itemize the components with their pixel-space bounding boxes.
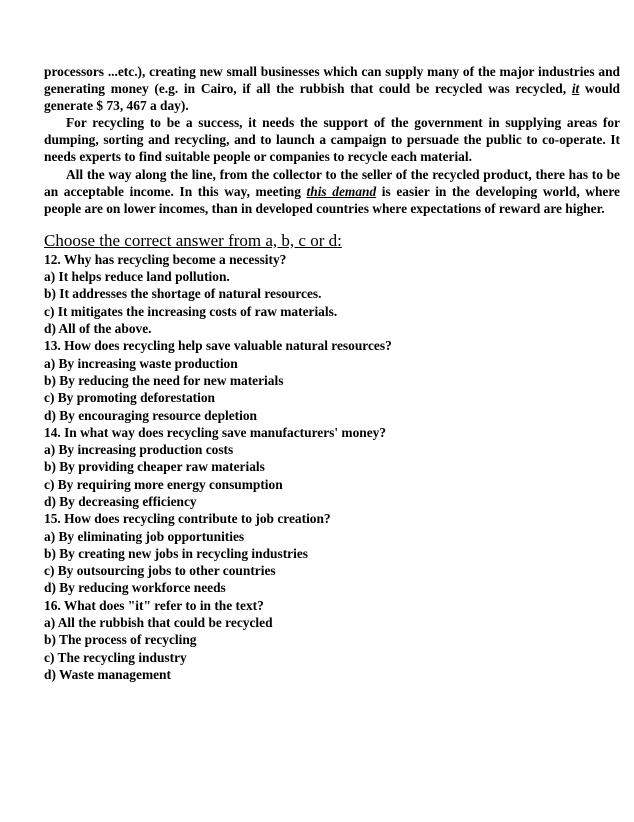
question-text: 16. What does "it" refer to in the text? xyxy=(44,597,264,613)
question-text: 12. Why has recycling become a necessity? xyxy=(44,251,287,267)
passage-p3-end: is easier in the developing world, where people are on lower incomes, than in developed countries where expectations of reward are higher. xyxy=(44,183,620,216)
answer-option: a) By increasing waste production xyxy=(44,355,238,371)
passage-p3-start: All the way along the line, from the collector to the seller of the recycled product, there has to be an acceptable income. In this way, meeting xyxy=(44,166,620,199)
answer-option: d) By reducing workforce needs xyxy=(44,580,226,596)
document-page xyxy=(44,63,620,683)
passage-p1-emphasis: it xyxy=(571,81,580,97)
question-block xyxy=(44,337,620,423)
answer-option: b) By creating new jobs in recycling industries xyxy=(44,545,308,561)
answer-option: c) By requiring more energy consumption xyxy=(44,476,283,492)
answer-option: d) All of the above. xyxy=(44,321,152,337)
answer-option: b) By reducing the need for new materials xyxy=(44,372,284,388)
answer-option: c) It mitigates the increasing costs of raw materials. xyxy=(44,303,338,319)
passage-p1-end: would generate $ 73, 467 a day). xyxy=(44,81,620,114)
passage-paragraph-2: For recycling to be a success, it needs the support of the government in supplying areas for dumping, sorting and recycling, and to launch a campaign to persuade the public to co-operate. It needs experts to find suitable people or companies to recycle each material. xyxy=(44,115,620,165)
question-text: 13. How does recycling help save valuable natural resources? xyxy=(44,338,392,354)
answer-option: d) By decreasing efficiency xyxy=(44,494,197,509)
answer-option: d) Waste management xyxy=(44,666,171,682)
question-text: 15. How does recycling contribute to job creation? xyxy=(44,511,331,527)
answer-option: c) By outsourcing jobs to other countries xyxy=(44,563,276,579)
passage-p1-start: processors ...etc.), creating new small businesses which can supply many of the major industries and generating money (e.g. in Cairo, if all the rubbish that could be recycled was recycled, xyxy=(44,64,620,97)
answer-option: d) By encouraging resource depletion xyxy=(44,407,258,423)
answer-option: a) By increasing production costs xyxy=(44,442,234,458)
answer-option: a) By eliminating job opportunities xyxy=(44,528,245,544)
question-block xyxy=(44,510,620,596)
answer-option: b) By providing cheaper raw materials xyxy=(44,459,265,475)
answer-option: b) The process of recycling xyxy=(44,632,197,648)
question-block xyxy=(44,424,620,510)
section-heading: Choose the correct answer from a, b, c or d: xyxy=(44,230,342,250)
answer-option: a) All the rubbish that could be recycled xyxy=(44,615,273,631)
answer-option: a) It helps reduce land pollution. xyxy=(44,269,230,285)
question-text: 14. In what way does recycling save manufacturers' money? xyxy=(44,424,387,440)
answer-option: c) By promoting deforestation xyxy=(44,390,215,406)
passage-paragraph-3 xyxy=(44,166,620,217)
question-block xyxy=(44,251,620,337)
answer-option: b) It addresses the shortage of natural resources. xyxy=(44,286,322,302)
question-block xyxy=(44,597,620,683)
passage-paragraph-1 xyxy=(44,63,620,114)
question-list xyxy=(44,251,620,683)
answer-option: c) The recycling industry xyxy=(44,649,187,665)
passage-p3-emphasis: this demand xyxy=(306,183,377,199)
